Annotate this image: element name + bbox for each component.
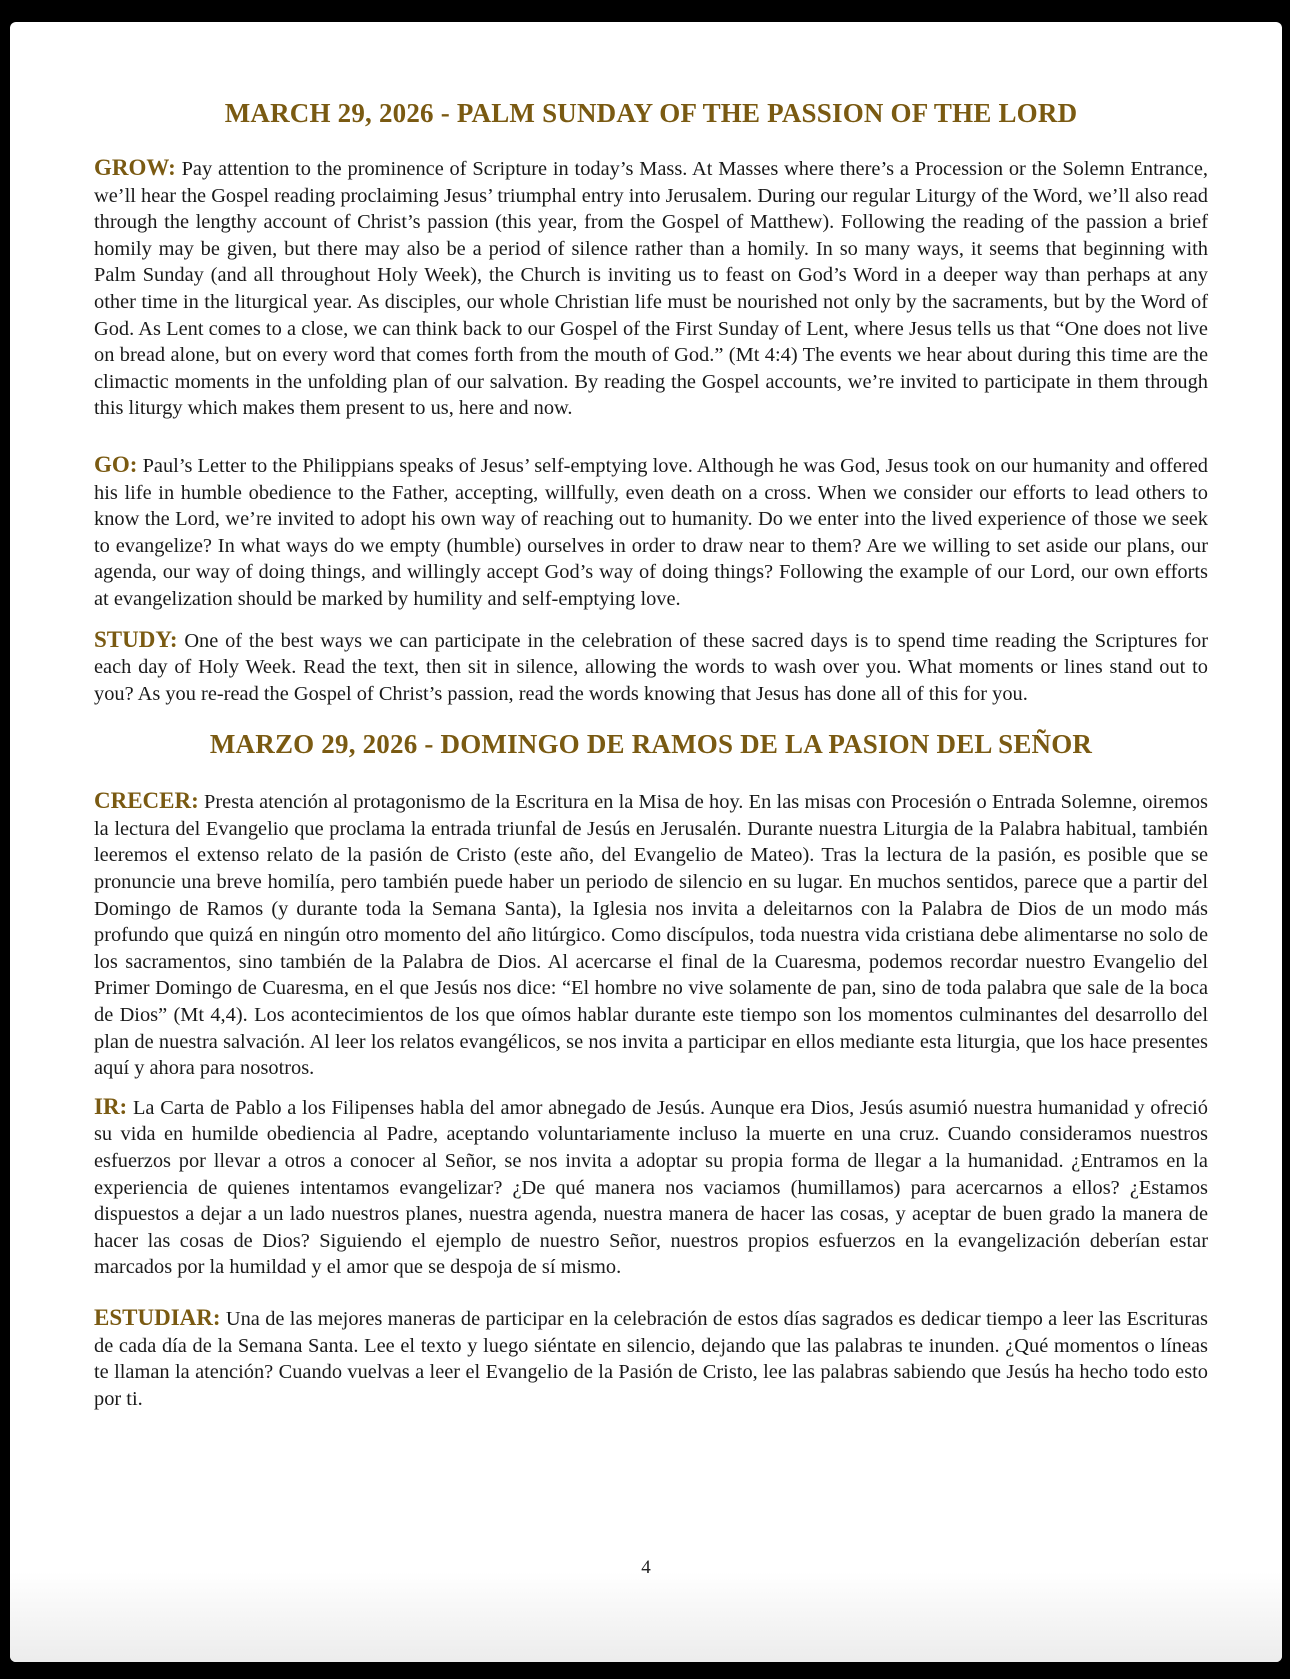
estudiar-heading: ESTUDIAR: bbox=[94, 1304, 221, 1330]
study-section bbox=[94, 627, 1208, 708]
grow-text: Pay attention to the prominence of Scripture in today’s Mass. At Masses where there’s a Procession or the Solemn Entrance, we’ll hear the Gospel reading proclaiming Jesus’ triumphal entry into Jerusalem. During our regular Liturgy of the Word, we’ll also read through the lengthy account of Christ’s passion (this year, from the Gospel of Matthew). Following the reading of the passion a brief homily may be given, but there may also be a period of silence rather than a homily. In so many ways, it seems that beginning with Palm Sunday (and all throughout Holy Week), the Church is inviting us to feast on God’s Word in a deeper way than perhaps at any other time in the liturgical year. As disciples, our whole Christian life must be nourished not only by the sacraments, but by the Word of God. As Lent comes to a close, we can think back to our Gospel of the First Sunday of Lent, where Jesus tells us that “One does not live on bread alone, but on every word that comes forth from the mouth of God.” (Mt 4:4) The events we hear about during this time are the climactic moments in the unfolding plan of our salvation. By reading the Gospel accounts, we’re invited to participate in them through this liturgy which makes them present to us, here and now. bbox=[94, 158, 1208, 420]
spanish-title: MARZO 29, 2026 - DOMINGO DE RAMOS DE LA PASION DEL SEÑOR bbox=[209, 729, 1093, 760]
study-text: One of the best ways we can participate in the celebration of these sacred days is to spend time reading the Scriptures for each day of Holy Week. Read the text, then sit in silence, allowing the words to wash over you. What moments or lines stand out to you? As you re-read the Gospel of Christ’s passion, read the words knowing that Jesus has done all of this for you. bbox=[94, 629, 1208, 705]
ir-heading: IR: bbox=[94, 1093, 128, 1119]
crecer-section bbox=[94, 788, 1208, 1082]
grow-heading: GROW: bbox=[94, 155, 176, 180]
estudiar-text: Una de las mejores maneras de participar en la celebración de estos días sagrados es dedicar tiempo a leer las Escrituras de cada día de la Semana Santa. Lee el texto y luego siéntate en silencio, dejando que las palabras te inunden. ¿Qué momentos o líneas te llaman la atención? Cuando vuelvas a leer el Evangelio de la Pasión de Cristo, lee las palabras sabiendo que Jesús ha hecho todo esto por ti. bbox=[94, 1307, 1208, 1410]
crecer-heading: CRECER: bbox=[94, 788, 199, 814]
page-bottom-shade bbox=[10, 1572, 1282, 1662]
crecer-text: Presta atención al protagonismo de la Escritura en la Misa de hoy. En las misas con Procesión o Entrada Solemne, oiremos la lectura del Evangelio que proclama la entrada triunfal de Jesús en Jerusalén. Durante nuestra Liturgia de la Palabra habitual, también leeremos el extenso relato de la pasión de Cristo (este año, del Evangelio de Mateo). Tras la lectura de la pasión, es posible que se pronuncie una breve homilía, pero también puede haber un periodo de silencio en su lugar. En muchos sentidos, parece que a partir del Domingo de Ramos (y durante toda la Semana Santa), la Iglesia nos invita a deleitarnos con la Palabra de Dios de un modo más profundo que quizá en ningún otro momento del año litúrgico. Como discípulos, toda nuestra vida cristiana debe alimentarse no solo de los sacramentos, sino también de la Palabra de Dios. Al acercarse el final de la Cuaresma, podemos recordar nuestro Evangelio del Primer Domingo de Cuaresma, en el que Jesús nos dice: “El hombre no vive solamente de pan, sino de toda palabra que sale de la boca de Dios” (Mt 4,4). Los acontecimientos de los que oímos hablar durante este tiempo son los momentos culminantes del desarrollo del plan de nuestra salvación. Al leer los relatos evangélicos, se nos invita a participar en ellos mediante esta liturgia, que los hace presentes aquí y ahora para nosotros. bbox=[94, 791, 1208, 1080]
ir-section bbox=[94, 1094, 1208, 1281]
go-text: Paul’s Letter to the Philippians speaks of Jesus’ self-emptying love. Although he was God, Jesus took on our humanity and offered his life in humble obedience to the Father, accepting, willfully, even death on a cross. When we consider our efforts to lead others to know the Lord, we’re invited to adopt his own way of reaching out to humanity. Do we enter into the lived experience of those we seek to evangelize? In what ways do we empty (humble) ourselves in order to draw near to them? Are we willing to set aside our plans, our agenda, our way of doing things, and willingly accept God’s way of doing things? Following the example of our Lord, our own efforts at evangelization should be marked by humility and self-emptying love. bbox=[94, 454, 1208, 610]
study-heading: STUDY: bbox=[94, 626, 178, 652]
page-number: 4 bbox=[641, 1557, 651, 1578]
english-title: MARCH 29, 2026 - PALM SUNDAY OF THE PASSION OF THE LORD bbox=[224, 98, 1078, 128]
go-section bbox=[94, 452, 1208, 613]
go-heading: GO: bbox=[94, 451, 138, 477]
estudiar-section bbox=[94, 1305, 1208, 1412]
document-page bbox=[10, 22, 1282, 1662]
grow-section bbox=[94, 155, 1208, 422]
ir-text: La Carta de Pablo a los Filipenses habla del amor abnegado de Jesús. Aunque era Dios, Jesús asumió nuestra humanidad y ofreció su vida en humilde obediencia al Padre, aceptando voluntariamente incluso la muerte en una cruz. Cuando consideramos nuestros esfuerzos por llevar a otros a conocer al Señor, se nos invita a adoptar su propia forma de llegar a la humanidad. ¿Entramos en la experiencia de quienes intentamos evangelizar? ¿De qué manera nos vaciamos (humillamos) para acercarnos a ellos? ¿Estamos dispuestos a dejar a un lado nuestros planes, nuestra agenda, nuestra manera de hacer las cosas, y aceptar de buen grado la manera de hacer las cosas de Dios? Siguiendo el ejemplo de nuestro Señor, nuestros propios esfuerzos en la evangelización deberían estar marcados por la humildad y el amor que se despoja de sí mismo. bbox=[94, 1096, 1208, 1279]
